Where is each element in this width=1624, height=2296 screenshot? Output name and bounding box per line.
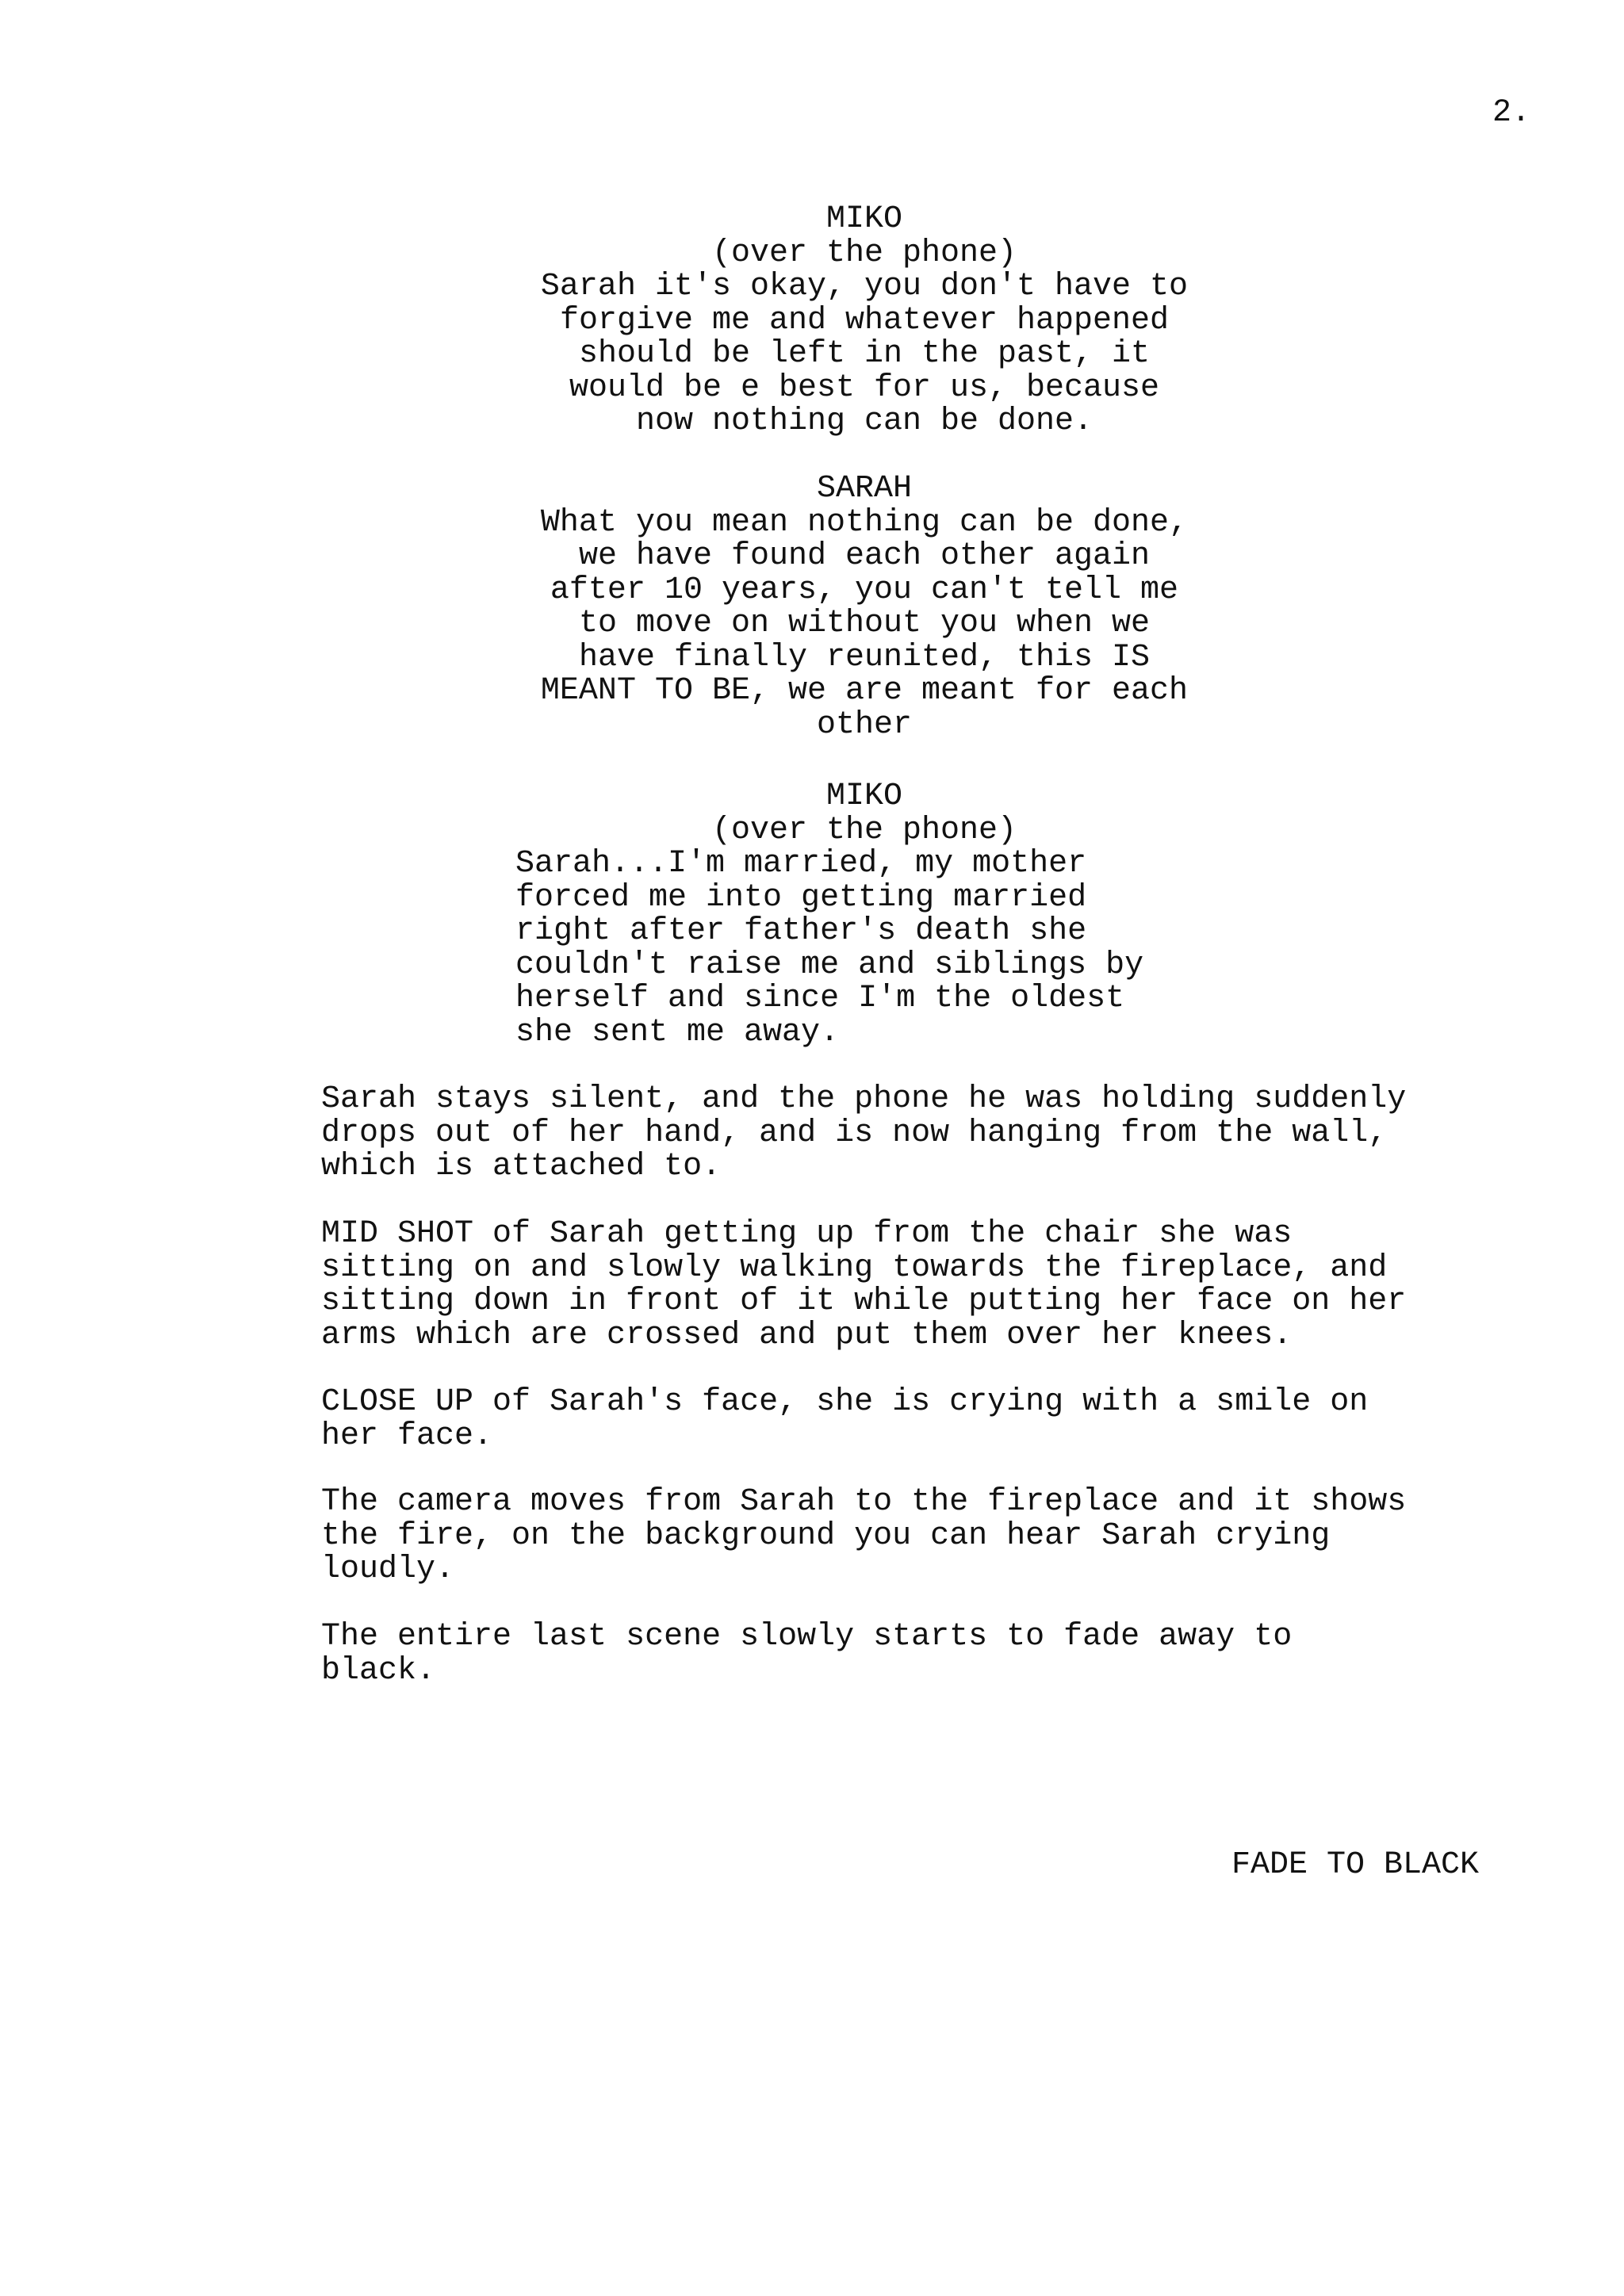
dialogue-line: forgive me and whatever happened — [559, 302, 1170, 339]
action-line: sitting down in front of it while putting her face on her — [321, 1284, 1407, 1319]
action-line: The camera moves from Sarah to the fireplace and it shows — [321, 1484, 1407, 1520]
action-line: The entire last scene slowly starts to fade away to — [321, 1619, 1293, 1655]
dialogue-line: after 10 years, you can't tell me — [550, 572, 1179, 608]
action-paragraph — [321, 1083, 1511, 1184]
dialogue-line: couldn't raise me and siblings by — [515, 947, 1144, 983]
dialogue-miko-2 — [515, 780, 1213, 1050]
action-paragraph — [321, 1218, 1511, 1353]
character-name: MIKO — [825, 201, 902, 237]
character-name: MIKO — [825, 779, 902, 814]
action-paragraph — [321, 1621, 1511, 1688]
action-line: sitting on and slowly walking towards the fireplace, and — [321, 1249, 1388, 1286]
dialogue-line: we have found each other again — [578, 538, 1151, 574]
dialogue-line: should be left in the past, it — [578, 336, 1151, 372]
dialogue-line: would be e best for us, because — [569, 369, 1160, 406]
dialogue-line: Sarah...I'm married, my mother — [515, 846, 1087, 882]
dialogue-line: forced me into getting married — [515, 879, 1087, 916]
dialogue-line: right after father's death she — [515, 913, 1087, 949]
action-line: loudly. — [321, 1552, 455, 1587]
action-line: drops out of her hand, and is now hanging from the wall, — [321, 1115, 1388, 1151]
parenthetical: (over the phone) — [711, 812, 1017, 848]
parenthetical: (over the phone) — [711, 235, 1017, 271]
dialogue-line: Sarah it's okay, you don't have to — [540, 269, 1189, 304]
dialogue-line: have finally reunited, this IS — [578, 639, 1151, 675]
action-line: CLOSE UP of Sarah's face, she is crying with a smile on — [321, 1384, 1369, 1420]
action-line: her face. — [321, 1418, 493, 1454]
dialogue-line: she sent me away. — [515, 1014, 840, 1050]
dialogue-line: to move on without you when we — [578, 606, 1151, 641]
action-paragraph — [321, 1486, 1511, 1587]
scene-transition: FADE TO BLACK — [1231, 1847, 1479, 1883]
action-line: the fire, on the background you can hear Sarah crying — [321, 1517, 1331, 1554]
action-line: Sarah stays silent, and the phone he was holding suddenly — [321, 1081, 1407, 1117]
action-paragraph — [321, 1386, 1511, 1453]
dialogue-line: What you mean nothing can be done, — [540, 504, 1189, 541]
action-line: arms which are crossed and put them over her knees. — [321, 1317, 1293, 1353]
action-line: MID SHOT of Sarah getting up from the chair she was — [321, 1216, 1293, 1252]
action-line: which is attached to. — [321, 1149, 722, 1184]
dialogue-line: other — [816, 706, 913, 743]
dialogue-line: MEANT TO BE, we are meant for each — [540, 673, 1189, 709]
dialogue-line: herself and since I'm the oldest — [515, 981, 1125, 1016]
page-number: 2. — [1492, 95, 1530, 131]
dialogue-sarah — [515, 473, 1213, 742]
action-line: black. — [321, 1652, 436, 1689]
dialogue-line: now nothing can be done. — [635, 404, 1094, 439]
dialogue-miko-1 — [515, 203, 1213, 439]
character-name: SARAH — [816, 471, 913, 507]
